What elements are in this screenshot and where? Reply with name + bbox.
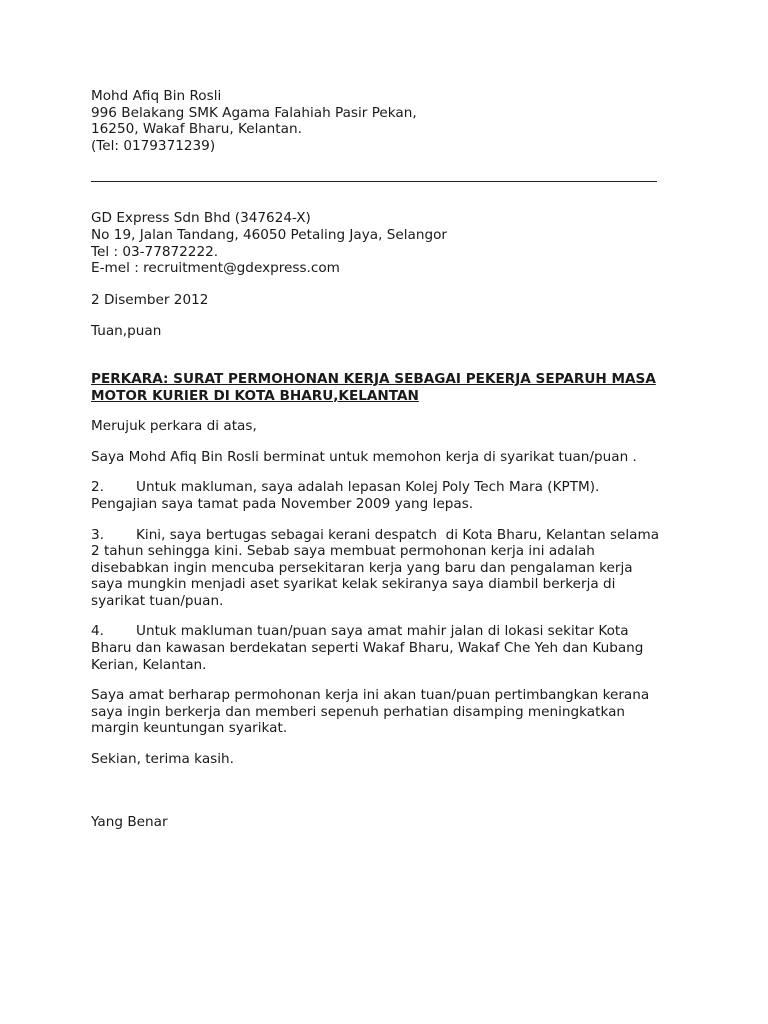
paragraph-3-number: 3. <box>91 526 104 543</box>
paragraph-2-line2: Pengajian saya tamat pada November 2009 yang lepas. <box>91 495 474 512</box>
paragraph-3 <box>91 527 691 610</box>
sender-address-line2: 16250, Wakaf Bharu, Kelantan. <box>91 121 302 138</box>
recipient-phone: Tel : 03-77872222. <box>91 243 219 260</box>
subject-line1: PERKARA: SURAT PERMOHONAN KERJA SEBAGAI PEKERJA SEPARUH MASA <box>91 370 656 387</box>
paragraph-3-line1: Kini, saya bertugas sebagai kerani despatch di Kota Bharu, Kelantan selama <box>136 526 660 543</box>
recipient-address: No 19, Jalan Tandang, 46050 Petaling Jaya, Selangor <box>91 226 447 243</box>
letter <box>91 88 691 830</box>
recipient-company: GD Express Sdn Bhd (347624-X) <box>91 210 311 227</box>
letter-date: 2 Disember 2012 <box>91 291 209 308</box>
opening-line: Merujuk perkara di atas, <box>91 418 257 435</box>
paragraph-5-line1: Saya amat berharap permohonan kerja ini akan tuan/puan pertimbangkan kerana <box>91 687 650 704</box>
recipient-email: E-mel : recruitment@gdexpress.com <box>91 260 340 277</box>
subject-line2: MOTOR KURIER DI KOTA BHARU,KELANTAN <box>91 387 419 404</box>
paragraph-4-line1: Untuk makluman tuan/puan saya amat mahir jalan di lokasi sekitar Kota <box>136 623 629 640</box>
paragraph-3-line5: syarikat tuan/puan. <box>91 592 224 609</box>
paragraph-5-line2: saya ingin berkerja dan memberi sepenuh perhatian disamping meningkatkan <box>91 703 626 720</box>
intro-paragraph: Saya Mohd Afiq Bin Rosli berminat untuk memohon kerja di syarikat tuan/puan . <box>91 448 637 465</box>
paragraph-5-line3: margin keuntungan syarikat. <box>91 720 288 737</box>
paragraph-3-line3: disebabkan ingin mencuba persekitaran kerja yang baru dan pengalaman kerja <box>91 559 633 576</box>
paragraph-3-line4: saya mungkin menjadi aset syarikat kelak sekiranya saya diambil berkerja di <box>91 576 616 593</box>
paragraph-3-line2: 2 tahun sehingga kini. Sebab saya membuat permohonan kerja ini adalah <box>91 543 595 560</box>
separator-line <box>91 181 657 182</box>
sender-name: Mohd Afiq Bin Rosli <box>91 88 222 104</box>
paragraph-4 <box>91 623 691 673</box>
paragraph-5 <box>91 687 691 737</box>
salutation: Tuan,puan <box>91 323 162 340</box>
sender-block <box>91 88 691 154</box>
sender-address-line1: 996 Belakang SMK Agama Falahiah Pasir Pekan, <box>91 104 417 121</box>
closing-line: Sekian, terima kasih. <box>91 751 234 768</box>
paragraph-4-line3: Kerian, Kelantan. <box>91 656 207 673</box>
sender-phone: (Tel: 0179371239) <box>91 137 216 154</box>
recipient-block <box>91 210 691 276</box>
signoff: Yang Benar <box>91 813 168 830</box>
paragraph-2-line1: Untuk makluman, saya adalah lepasan Kolej Poly Tech Mara (KPTM). <box>136 479 600 496</box>
paragraph-4-number: 4. <box>91 623 104 640</box>
paragraph-2-number: 2. <box>91 479 104 496</box>
subject-heading <box>91 371 681 404</box>
paragraph-2 <box>91 479 691 512</box>
paragraph-4-line2: Bharu dan kawasan berdekatan seperti Wakaf Bharu, Wakaf Che Yeh dan Kubang <box>91 640 644 657</box>
